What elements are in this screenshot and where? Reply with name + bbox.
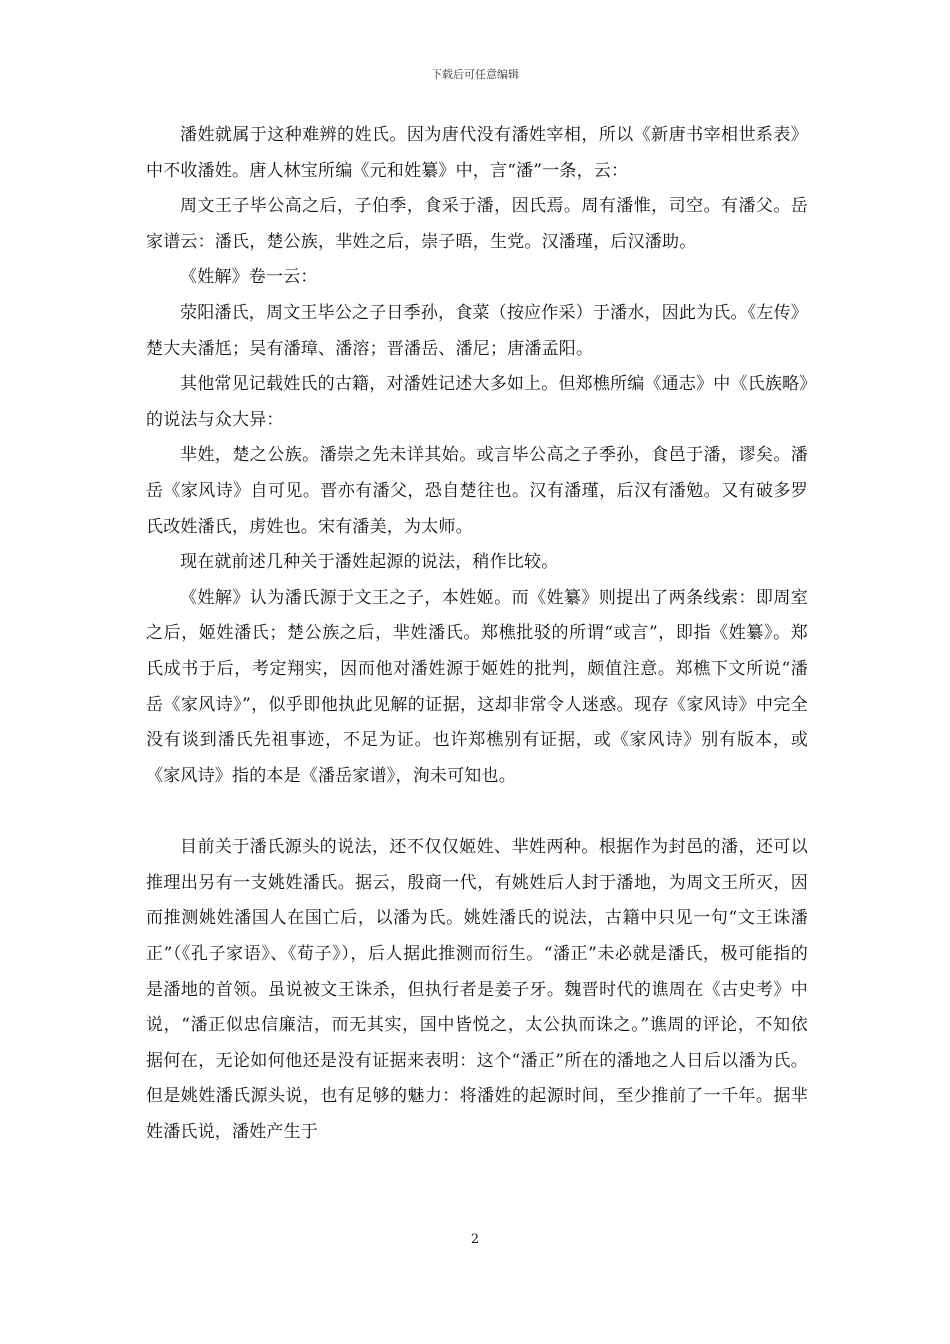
- paragraph: 其他常见记载姓氏的古籍，对潘姓记述大多如上。但郑樵所编《通志》中《氏族略》的说法与众大异：: [146, 374, 808, 430]
- page-header: 下载后可任意编辑: [431, 68, 519, 81]
- page-number: 2: [470, 1232, 480, 1247]
- paragraph: 潘姓就属于这种难辨的姓氏。因为唐代没有潘姓宰相，所以《新唐书宰相世系表》中不收潘姓。唐人林宝所编《元和姓纂》中，言“潘”一条，云：: [146, 125, 808, 181]
- paragraph: 荥阳潘氏，周文王毕公之子日季孙，食菜（按应作采）于潘水，因此为氏。《左传》楚大夫潘尪；吴有潘璋、潘溶；晋潘岳、潘尼；唐潘孟阳。: [146, 302, 808, 359]
- body-text: [146, 118, 808, 1151]
- paragraph: 芈姓，楚之公族。潘崇之先未详其始。或言毕公高之子季孙，食邑于潘，谬矣。潘岳《家风诗》自可见。晋亦有潘父，恐自楚往也。汉有潘瑾，后汉有潘勉。又有破多罗氏改姓潘氏，虏姓也。宋有潘美，为太师。: [146, 445, 808, 537]
- paragraph: 《姓解》认为潘氏源于文王之子，本姓姬。而《姓纂》则提出了两条线索：即周室之后，姬姓潘氏；楚公族之后，芈姓潘氏。郑樵批驳的所谓“或言”，即指《姓纂》。郑氏成书于后，考定翔实，因而他对潘姓源于姬姓的批判，颇值注意。郑樵下文所说“潘岳《家风诗》”，似乎即他执此见解的证据，这却非常令人迷惑。现存《家风诗》中完全没有谈到潘氏先祖事迹，不足为证。也许郑樵别有证据，或《家风诗》别有版本，或《家风诗》指的本是《潘岳家谱》，洵未可知也。: [146, 587, 808, 786]
- paragraph: 周文王子毕公高之后，子伯季，食采于潘，因氏焉。周有潘惟，司空。有潘父。岳家谱云：潘氏，楚公族，芈姓之后，崇子晤，生党。汉潘瑾，后汉潘助。: [146, 196, 808, 252]
- paragraph: 《姓解》卷一云：: [180, 267, 318, 288]
- paragraph: 现在就前述几种关于潘姓起源的说法，稍作比较。: [180, 552, 559, 573]
- paragraph: 目前关于潘氏源头的说法，还不仅仅姬姓、芈姓两种。根据作为封邑的潘，还可以推理出另有一支姚姓潘氏。据云，殷商一代，有姚姓后人封于潘地，为周文王所灭，因而推测姚姓潘国人在国亡后，以潘为氏。姚姓潘氏的说法，古籍中只见一句“文王诛潘正”（《孔子家语》、《荀子》），后人据此推测而衍生。“潘正”未必就是潘氏，极可能指的是潘地的首领。虽说被文王诛杀，但执行者是姜子牙。魏晋时代的谯周在《古史考》中说，“潘正似忠信廉洁，而无其实，国中皆悦之，太公执而诛之。”谯周的评论，不知依据何在，无论如何他还是没有证据来表明：这个“潘正”所在的潘地之人日后以潘为氏。但是姚姓潘氏源头说，也有足够的魅力：将潘姓的起源时间，至少推前了一千年。据芈姓潘氏说，潘姓产生于: [146, 837, 808, 1143]
